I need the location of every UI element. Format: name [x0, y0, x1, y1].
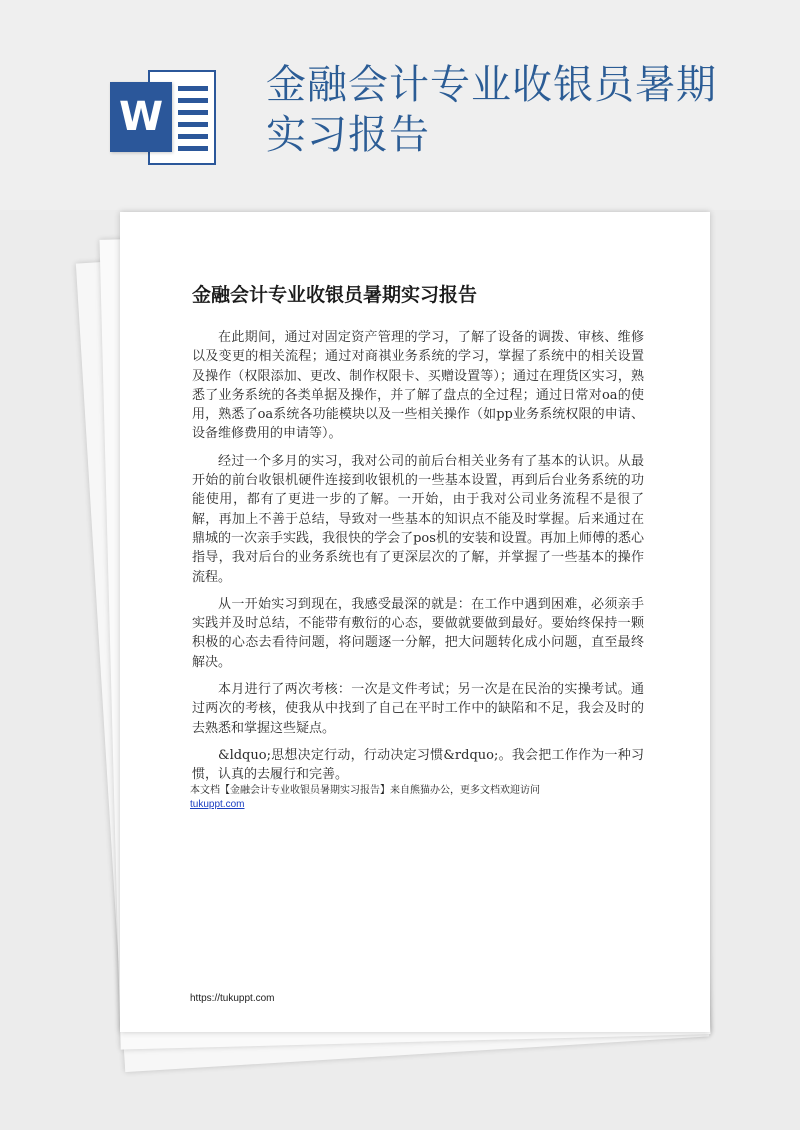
document-page: [120, 212, 710, 1032]
page-footer-url: https://tukuppt.com: [190, 993, 275, 1004]
paragraph: 在此期间，通过对固定资产管理的学习，了解了设备的调拨、审核、维修以及变更的相关流程；通过对商祺业务系统的学习，掌握了系统中的相关设置及操作（权限添加、更改、制作权限卡、买赠设置等）；通过在理货区实习，熟悉了业务系统的各类单据及操作，并了解了盘点的全过程；通过日常对oa的使用，熟悉了oa系统各功能模块以及一些相关操作（如pp业务系统权限的申请、设备维修费用的申请等）。: [192, 330, 644, 442]
paragraph: 本月进行了两次考核：一次是文件考试；另一次是在民治的实操考试。通过两次的考核，使我从中找到了自己在平时工作中的缺陷和不足，我会及时的去熟悉和掌握这些疑点。: [192, 682, 644, 736]
source-link[interactable]: tukuppt.com: [190, 799, 245, 810]
paragraph: &ldquo;思想决定行动，行动决定习惯&rdquo;。我会把工作作为一种习惯，认真的去履行和完善。: [192, 747, 644, 783]
word-badge: W: [110, 82, 172, 152]
word-document-icon: [110, 70, 220, 165]
paragraph: 经过一个多月的实习，我对公司的前后台相关业务有了基本的认识。从最开始的前台收银机硬件连接到收银机的一些基本设置，再到后台业务系统的功能使用，都有了更进一步的了解。一开始，由于我对公司业务流程不是很了解，再加上不善于总结，导致对一些基本的知识点不能及时掌握。后来通过在鼎城的一次亲手实践，我很快的学会了pos机的安装和设置。再加上师傅的悉心指导，我对后台的业务系统也有了更深层次的了解，并掌握了一些基本的操作流程。: [192, 453, 644, 585]
source-note: 本文档【金融会计专业收银员暑期实习报告】来自熊猫办公，更多文档欢迎访问: [190, 785, 540, 796]
paragraph: 从一开始实习到现在，我感受最深的就是：在工作中遇到困难，必须亲手实践并及时总结，不能带有敷衍的心态，要做就要做到最好。要始终保持一颗积极的心态去看待问题，将问题逐一分解，把大问题转化成小问题，直至最终解决。: [192, 596, 644, 670]
document-body: [192, 328, 644, 793]
header-banner: [0, 0, 800, 210]
document-title: 金融会计专业收银员暑期实习报告: [192, 284, 478, 306]
page-title: 金融会计专业收银员暑期实习报告: [266, 62, 717, 158]
